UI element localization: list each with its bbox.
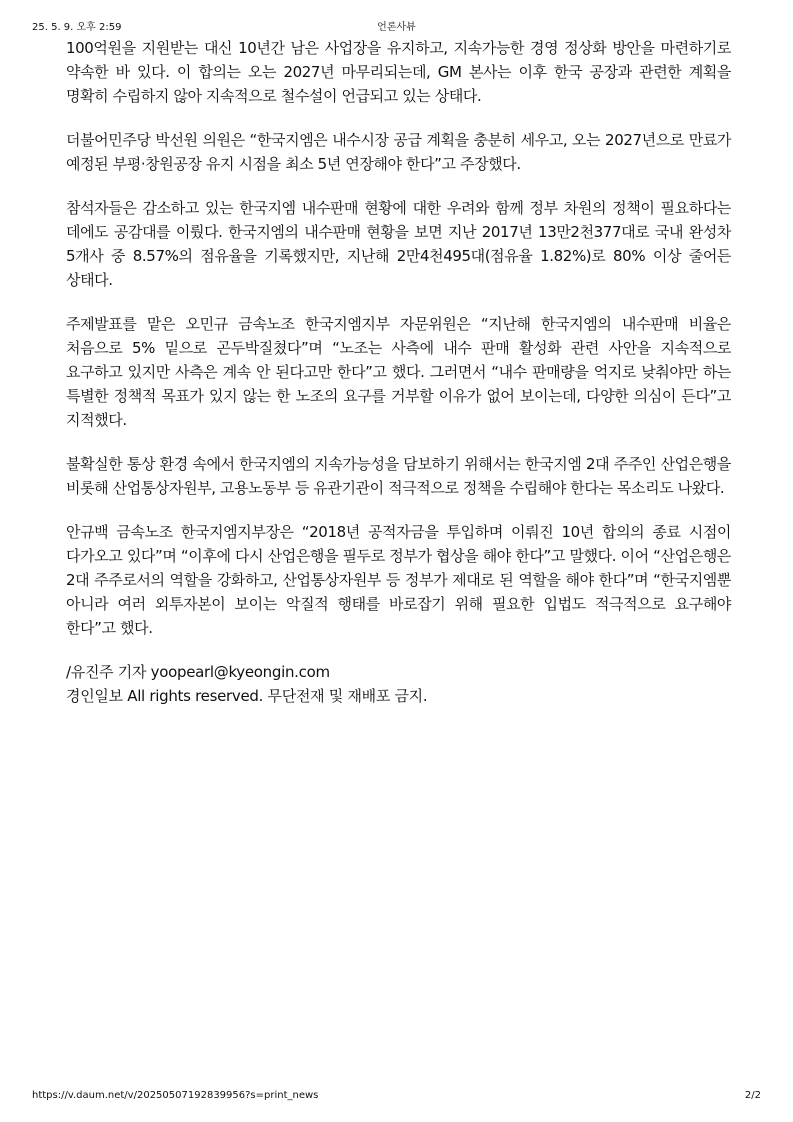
article-paragraph: 더불어민주당 박선원 의원은 “한국지엠은 내수시장 공급 계획을 충분히 세우고, 오는 2027년으로 만료가 예정된 부평·창원공장 유지 시점을 최소 5년 연장해야 한다”고 주장했다. <box>66 131 731 173</box>
print-datetime: 25. 5. 9. 오후 2:59 <box>32 22 122 33</box>
article-body <box>66 36 731 708</box>
copyright-notice: 경인일보 All rights reserved. 무단전재 및 재배포 금지. <box>66 687 428 705</box>
article-paragraph: 안규백 금속노조 한국지엠지부장은 “2018년 공적자금을 투입하며 이뤄진 10년 합의의 종료 시점이 다가오고 있다”며 “이후에 다시 산업은행을 필두로 정부가 협상을 해야 한다”고 말했다. 이어 “산업은행은 2대 주주로서의 역할을 강화하고, 산업통상자원부 등 정부가 제대로 된 역할을 해야 한다”며 “한국지엠뿐 아니라 여러 외투자본이 보이는 악질적 행태를 바로잡기 위해 필요한 입법도 적극적으로 요구해야 한다”고 했다. <box>66 523 731 637</box>
reporter-byline: /유진주 기자 yoopearl@kyeongin.com <box>66 663 330 681</box>
article-paragraph: 불확실한 통상 환경 속에서 한국지엠의 지속가능성을 담보하기 위해서는 한국지엠 2대 주주인 산업은행을 비롯해 산업통상자원부, 고용노동부 등 유관기관이 적극적으로 정책을 수립해야 한다는 목소리도 나왔다. <box>66 455 731 497</box>
print-header-title: 언론사뷰 <box>377 22 416 33</box>
print-footer-url: https://v.daum.net/v/20250507192839956?s=print_news <box>32 1090 319 1101</box>
article-paragraph: 주제발표를 맡은 오민규 금속노조 한국지엠지부 자문위원은 “지난해 한국지엠의 내수판매 비율은 처음으로 5% 밑으로 곤두박질쳤다”며 “노조는 사측에 내수 판매 활성화 관련 사안을 지속적으로 요구하고 있지만 사측은 계속 안 된다고만 한다”고 했다. 그러면서 “내수 판매량을 억지로 낮춰야만 하는 특별한 정책적 목표가 있지 않는 한 노조의 요구를 거부할 이유가 없어 보이는데, 다양한 의심이 든다”고 지적했다. <box>66 315 731 429</box>
article-paragraph: 참석자들은 감소하고 있는 한국지엠 내수판매 현황에 대한 우려와 함께 정부 차원의 정책이 필요하다는 데에도 공감대를 이뤘다. 한국지엠의 내수판매 현황을 보면 지난 2017년 13만2천377대로 국내 완성차 5개사 중 8.57%의 점유율을 기록했지만, 지난해 2만4천495대(점유율 1.82%)로 80% 이상 줄어든 상태다. <box>66 199 731 289</box>
page-number: 2/2 <box>744 1090 761 1101</box>
article-paragraph: 100억원을 지원받는 대신 10년간 남은 사업장을 유지하고, 지속가능한 경영 정상화 방안을 마련하기로 약속한 바 있다. 이 합의는 오는 2027년 마무리되는데, GM 본사는 이후 한국 공장과 관련한 계획을 명확히 수립하지 않아 지속적으로 철수설이 언급되고 있는 상태다. <box>66 39 731 105</box>
